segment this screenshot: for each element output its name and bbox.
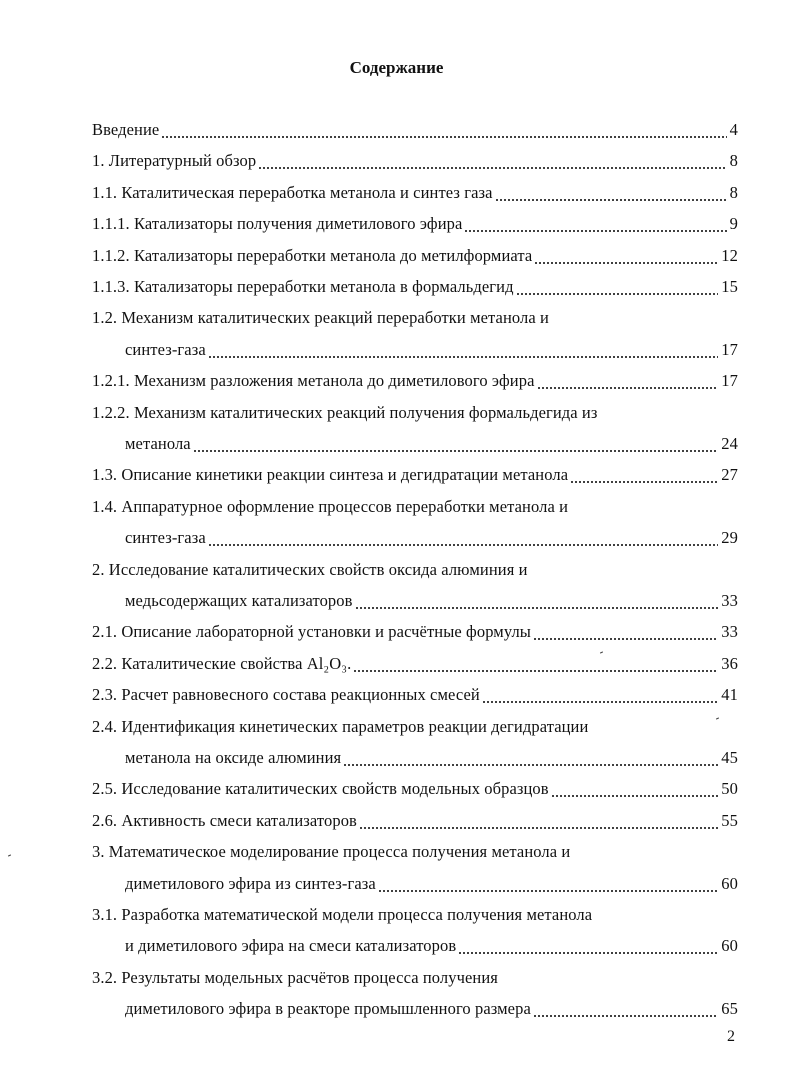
toc-entry-title: 2.2. Каталитические свойства Al₂O₃. — [92, 653, 352, 673]
toc-entry[interactable] — [0, 683, 793, 707]
toc-entry-continuation[interactable] — [0, 746, 793, 770]
toc-line — [92, 777, 738, 801]
toc-entry-title: медьсодержащих катализаторов — [125, 591, 353, 610]
toc-entry[interactable] — [0, 463, 793, 487]
toc-entry[interactable] — [0, 212, 793, 236]
toc-entry-title: 1.4. Аппаратурное оформление процессов переработки метанола и — [92, 496, 569, 516]
dot-leader — [570, 463, 718, 487]
dot-leader — [495, 181, 727, 205]
toc-line — [92, 244, 738, 268]
dot-leader — [482, 683, 718, 707]
toc-entry-title: 1.1.3. Катализаторы переработки метанола в формальдегид — [92, 277, 514, 296]
toc-entry-title: 2.3. Расчет равновесного состава реакционных смесей — [92, 685, 480, 705]
toc-entry-title: 1. Литературный обзор — [92, 151, 257, 171]
toc-entry-continuation[interactable] — [0, 432, 793, 456]
toc-entry-title: 1.2. Механизм каталитических реакций переработки метанола и — [92, 308, 549, 328]
toc-entry-continuation[interactable] — [0, 526, 793, 550]
toc-line — [92, 369, 738, 393]
dot-leader — [378, 872, 718, 896]
toc-line — [92, 181, 738, 205]
toc-entry-title: 1.1.1. Катализаторы получения диметилового эфира — [92, 214, 463, 234]
dot-leader — [533, 997, 718, 1021]
toc-entry-continuation[interactable] — [0, 872, 793, 896]
toc-entry-title: метанола — [125, 434, 191, 453]
toc-page-number: 8 — [729, 151, 738, 171]
toc-line — [125, 934, 738, 958]
dot-leader — [359, 809, 718, 833]
toc-entry-title: 2.1. Описание лабораторной установки и расчётные формулы — [92, 622, 531, 642]
dot-leader — [355, 589, 719, 613]
toc-entry-title: диметилового эфира из синтез-газа — [125, 873, 376, 893]
toc-line — [92, 809, 738, 833]
toc-entry-title: 3.2. Результаты модельных расчётов процесса получения — [92, 967, 498, 987]
toc-page-number: 41 — [721, 685, 738, 705]
toc-entry-title: 1.3. Описание кинетики реакции синтеза и дегидратации метанола — [92, 465, 569, 485]
toc-entry[interactable] — [0, 620, 793, 644]
toc-entry[interactable] — [0, 401, 793, 425]
toc-page-number: 17 — [721, 339, 738, 359]
toc-line — [125, 338, 738, 362]
toc-line — [125, 526, 738, 550]
toc-entry[interactable] — [0, 244, 793, 268]
toc-entry[interactable] — [0, 118, 793, 142]
toc-line — [92, 463, 738, 487]
toc-page-number: 29 — [721, 528, 738, 548]
dot-leader — [343, 746, 718, 770]
toc-entry-title: 1.1. Каталитическая переработка метанола и синтез газа — [92, 182, 493, 202]
toc-line — [125, 872, 738, 896]
toc-entry-title: 3. Математическое моделирование процесса получения метанола и — [92, 842, 571, 862]
toc-line — [92, 652, 738, 676]
toc-entry-title: метанола на оксиде алюминия — [125, 748, 342, 767]
toc-line — [92, 149, 738, 173]
toc-entry-title: Введение — [92, 120, 160, 139]
toc-page-number: 15 — [721, 277, 738, 296]
toc-entry-title: 1.2.1. Механизм разложения метанола до диметилового эфира — [92, 371, 535, 391]
dot-leader — [533, 620, 718, 644]
toc-entry-title: 2.6. Активность смеси катализаторов — [92, 810, 357, 830]
toc-entry-continuation[interactable] — [0, 338, 793, 362]
dot-leader — [551, 777, 719, 801]
toc-entry-continuation[interactable] — [0, 589, 793, 613]
toc-page-number: 33 — [721, 622, 738, 642]
dot-leader — [161, 118, 726, 142]
toc-entry[interactable] — [0, 275, 793, 299]
toc-entry[interactable] — [0, 715, 793, 739]
toc-line — [125, 997, 738, 1021]
toc-line — [125, 589, 738, 613]
toc-line — [92, 212, 738, 236]
toc-entry[interactable] — [0, 495, 793, 519]
toc-page-number: 4 — [729, 120, 738, 139]
page-title: Содержание — [349, 58, 444, 77]
toc-entry[interactable] — [0, 306, 793, 330]
toc-page-number: 45 — [721, 748, 738, 767]
toc-entry[interactable] — [0, 369, 793, 393]
toc-page-number: 27 — [721, 465, 738, 485]
toc-page-number: 50 — [721, 779, 738, 799]
toc-entry[interactable] — [0, 903, 793, 927]
toc-line — [92, 118, 738, 142]
toc-entry-title: 2.4. Идентификация кинетических параметров реакции дегидратации — [92, 716, 589, 736]
toc-entry-title: 2.5. Исследование каталитических свойств модельных образцов — [92, 779, 549, 799]
toc-page-number: 60 — [721, 936, 738, 956]
toc-entry-title: синтез-газа — [125, 528, 206, 548]
dot-leader — [353, 652, 718, 676]
dot-leader — [537, 369, 719, 393]
toc-entry[interactable] — [0, 149, 793, 173]
toc-entry-title: синтез-газа — [125, 339, 206, 359]
dot-leader — [534, 244, 718, 268]
dot-leader — [458, 934, 718, 958]
dot-leader — [208, 526, 719, 550]
dot-leader — [193, 432, 719, 456]
toc-entry-continuation[interactable] — [0, 934, 793, 958]
toc-entry[interactable] — [0, 652, 793, 676]
dot-leader — [516, 275, 719, 299]
toc-entry-title: 2. Исследование каталитических свойств оксида алюминия и — [92, 559, 528, 579]
toc-page-number: 55 — [721, 810, 738, 830]
toc-entry-title: диметилового эфира в реакторе промышленного размера — [125, 999, 531, 1019]
toc-page-number: 24 — [721, 434, 738, 453]
toc-entry[interactable] — [0, 966, 793, 990]
toc-entry[interactable] — [0, 777, 793, 801]
dot-leader — [208, 338, 719, 362]
toc-entry[interactable] — [0, 181, 793, 205]
toc-page-number: 12 — [721, 245, 738, 265]
toc-page-number: 8 — [729, 182, 738, 202]
toc-page-number: 36 — [721, 653, 738, 673]
toc-entry-title: и диметилового эфира на смеси катализаторов — [125, 936, 457, 956]
toc-line — [92, 620, 738, 644]
toc-page-number: 17 — [721, 371, 738, 391]
toc-entry-title: 1.2.2. Механизм каталитических реакций получения формальдегида из — [92, 402, 598, 422]
toc-page-number: 65 — [721, 999, 738, 1019]
dot-leader — [464, 212, 726, 236]
page-number: 2 — [727, 1028, 735, 1045]
dot-leader — [258, 149, 726, 173]
toc-entry[interactable] — [0, 558, 793, 582]
toc-line — [125, 746, 738, 770]
toc-entry-title: 3.1. Разработка математической модели процесса получения метанола — [92, 905, 593, 924]
toc-line — [92, 683, 738, 707]
toc-page-number: 9 — [729, 214, 738, 234]
toc-entry-continuation[interactable] — [0, 997, 793, 1021]
toc-entry[interactable] — [0, 840, 793, 864]
toc-line — [92, 275, 738, 299]
toc-entry[interactable] — [0, 809, 793, 833]
toc-page-number: 33 — [721, 591, 738, 610]
toc-entry-title: 1.1.2. Катализаторы переработки метанола до метилформиата — [92, 245, 533, 265]
toc-page-number: 60 — [721, 873, 738, 893]
toc-line — [125, 432, 738, 456]
